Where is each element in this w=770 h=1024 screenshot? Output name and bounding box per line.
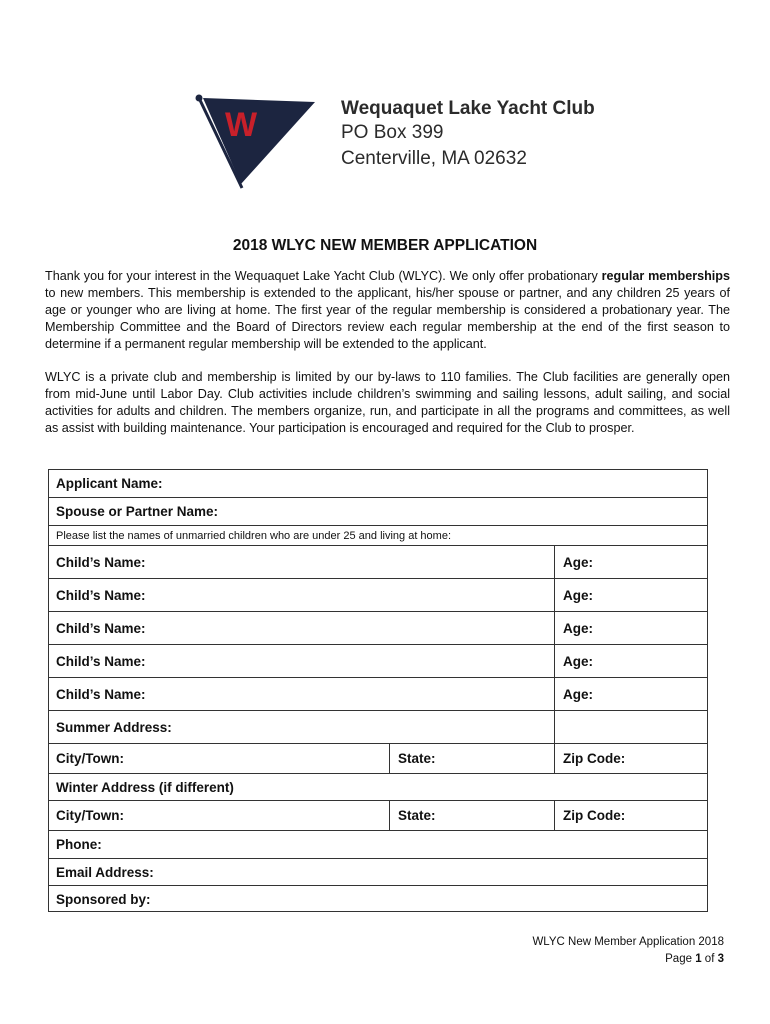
footer-doc-name: WLYC New Member Application 2018 [532,936,724,948]
intro-paragraph-1 [45,268,730,353]
child-row[interactable] [48,611,708,644]
letterhead [195,92,615,192]
applicant-name-label: Applicant Name: [56,475,163,491]
winter-address-row[interactable] [48,773,708,800]
club-address-line2: Centerville, MA 02632 [341,148,527,169]
winter-city-label: City/Town: [56,808,124,823]
child-age-label: Age: [554,645,708,677]
winter-address-label: Winter Address (if different) [56,779,234,795]
summer-city-row[interactable] [48,743,708,773]
child-age-label: Age: [554,612,708,644]
children-note-row [48,525,708,545]
child-row[interactable] [48,677,708,710]
child-name-label: Child’s Name: [56,620,146,636]
application-form [48,469,708,911]
email-label: Email Address: [56,864,154,880]
page-footer [532,934,724,968]
child-age-label: Age: [554,678,708,710]
phone-row[interactable] [48,830,708,858]
sponsored-by-label: Sponsored by: [56,891,151,907]
winter-state-label: State: [389,801,554,830]
intro-text-a: Thank you for your interest in the Wequaquet Lake Yacht Club (WLYC). We only offer probationary [45,269,602,283]
spouse-name-label: Spouse or Partner Name: [56,504,219,519]
winter-zip-label: Zip Code: [554,801,708,830]
child-name-label: Child’s Name: [56,686,146,702]
page-title: 2018 WLYC NEW MEMBER APPLICATION [232,237,538,254]
intro-paragraph-2: WLYC is a private club and membership is limited by our by-laws to 110 families. The Club facilities are generally open from mid-June until Labor Day. Club activities include children’s swimming and sailing lessons, adult sailing, and social activities for adults and children. The members organize, run, and participate in all the programs and committees, as well as assist with building maintenance. Your participation is encouraged and required for the Club to prosper. [45,370,730,435]
child-row[interactable] [48,578,708,611]
child-row[interactable] [48,644,708,677]
sponsored-by-row[interactable] [48,885,708,912]
child-row[interactable] [48,545,708,578]
winter-city-row[interactable] [48,800,708,830]
summer-state-label: State: [389,744,554,773]
footer-page-current: 1 [695,953,702,965]
footer-page-word: Page [665,953,696,965]
summer-city-label: City/Town: [56,751,124,766]
summer-address-blank-cell [554,711,708,743]
summer-address-row[interactable] [48,710,708,743]
children-note: Please list the names of unmarried children who are under 25 and living at home: [56,529,452,542]
child-name-label: Child’s Name: [56,587,146,603]
applicant-name-row[interactable] [48,469,708,497]
footer-page-number [532,951,724,968]
child-age-label: Age: [554,579,708,611]
summer-address-label: Summer Address: [56,719,172,735]
burgee-letter: W [224,106,258,144]
club-address-line1: PO Box 399 [341,122,444,143]
email-row[interactable] [48,858,708,885]
club-burgee-logo [195,92,320,192]
intro-text-b: to new members. This membership is extended to the applicant, his/her spouse or partner, and any children 25 years of age or younger who are living at home. The first year of the regular membership is considered a probationary year. The Membership Committee and the Board of Directors review each regular membership at the end of the first season to determine if a permanent regular membership will be extended to the applicant. [45,286,730,351]
footer-page-total: 3 [717,953,724,965]
club-name: Wequaquet Lake Yacht Club [341,98,595,119]
footer-page-of: of [701,953,718,965]
summer-zip-label: Zip Code: [554,744,708,773]
child-name-label: Child’s Name: [56,554,146,570]
intro-text-bold: regular memberships [601,269,730,283]
child-name-label: Child’s Name: [56,653,146,669]
spouse-name-row[interactable] [48,497,708,525]
phone-label: Phone: [56,837,102,852]
child-age-label: Age: [554,546,708,578]
